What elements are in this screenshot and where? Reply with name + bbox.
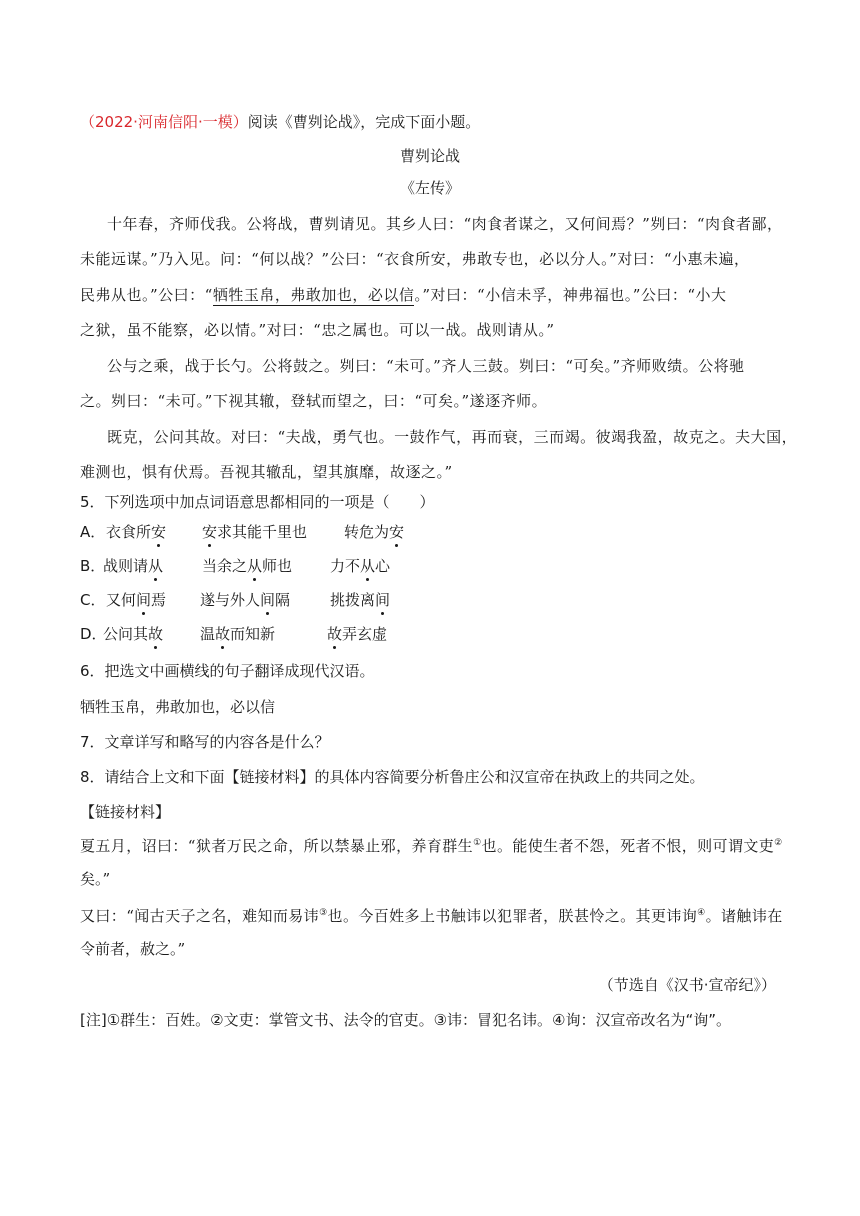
- link-material-line: 令前者，赦之。”: [80, 940, 186, 958]
- instruction: 阅读《曹刿论战》，完成下面小题。: [247, 113, 481, 131]
- link-material-line: 夏五月，诏曰：“狱者万民之命，所以禁暴止邪，养育群生①也。能使生者不怨，死者不恨，则可谓文吏②: [80, 837, 783, 855]
- passage-line: 未能远谋。”乃入见。问：“何以战？”公曰：“衣食所安，弗敢专也，必以分人。”对曰：“小惠未遍，: [80, 250, 750, 268]
- question-8: 8．请结合上文和下面【链接材料】的具体内容简要分析鲁庄公和汉宣帝在执政上的共同之处。: [80, 768, 705, 786]
- option-b-word-2: 当余之从师也: [202, 557, 293, 575]
- link-material-source: （节选自《汉书·宣帝纪》）: [598, 976, 776, 994]
- passage-line: 既克，公问其故。对曰：“夫战，勇气也。一鼓作气，再而衰，三而竭。彼竭我盈，故克之。夫大国，: [107, 428, 798, 446]
- question-7: 7．文章详写和略写的内容各是什么？: [80, 733, 330, 751]
- option-d-word-3: 故弄玄虚: [327, 625, 388, 643]
- footnote-mark: ①: [473, 838, 482, 848]
- option-a-label: A．: [80, 523, 106, 541]
- passage-line: 民弗从也。”公曰：“牺牲玉帛，弗敢加也，必以信。”对曰：“小信未孚，神弗福也。”公曰：“小大: [80, 286, 727, 304]
- question-5: 5．下列选项中加点词语意思都相同的一项是（ ）: [80, 493, 435, 511]
- passage-line: 十年春，齐师伐我。公将战，曹刿请见。其乡人曰：“肉食者谋之，又何间焉？”刿曰：“肉食者鄙，: [107, 215, 783, 233]
- passage-line: 之。刿曰：“未可。”下视其辙，登轼而望之，曰：“可矣。”遂逐齐师。: [80, 392, 548, 410]
- link-material-line: 矣。”: [80, 870, 111, 888]
- passage-title: 曹刿论战: [399, 147, 460, 165]
- link-material-heading: 【链接材料】: [80, 803, 171, 821]
- footnote-mark: ②: [774, 838, 783, 848]
- option-c-word-2: 遂与外人间隔: [200, 591, 291, 609]
- option-a-word-3: 转危为安: [344, 523, 405, 541]
- option-a-word-2: 安求其能千里也: [202, 523, 308, 541]
- option-c-word-3: 挑拨离间: [330, 591, 391, 609]
- underlined-sentence: 牺牲玉帛，弗敢加也，必以信: [212, 286, 415, 304]
- link-material-line: 又曰：“闻古天子之名，难知而易讳③也。今百姓多上书触讳以犯罪者，朕甚怜之。其更讳询④。诸触讳在: [80, 907, 783, 925]
- option-a-word-1: 衣食所安: [106, 523, 167, 541]
- footnotes: [注]①群生：百姓。②文吏：掌管文书、法令的官吏。③讳：冒犯名讳。④询：汉宣帝改名为“询”。: [80, 1011, 732, 1029]
- passage-author: 《左传》: [399, 179, 460, 197]
- footnote-mark: ④: [697, 908, 706, 918]
- option-c-word-1: 又何间焉: [106, 591, 167, 609]
- option-b-word-3: 力不从心: [330, 557, 391, 575]
- option-b-label: B．: [80, 557, 106, 575]
- exam-source: （2022·河南信阳·一模）: [80, 113, 248, 131]
- option-b-word-1: 战则请从: [103, 557, 164, 575]
- passage-line: 难测也，惧有伏焉。吾视其辙乱，望其旗靡，故逐之。”: [80, 463, 453, 481]
- question-6-sentence: 牺牲玉帛，弗敢加也，必以信: [80, 698, 276, 716]
- question-intro: [80, 112, 480, 132]
- option-d-label: D．: [80, 625, 107, 643]
- passage-line: 公与之乘，战于长勺。公将鼓之。刿曰：“未可。”齐人三鼓。刿曰：“可矣。”齐师败绩。公将驰: [107, 357, 745, 375]
- passage-line: 之狱，虽不能察，必以情。”对曰：“忠之属也。可以一战。战则请从。”: [80, 321, 555, 339]
- option-c-label: C．: [80, 591, 106, 609]
- option-d-word-2: 温故而知新: [200, 625, 276, 643]
- footnote-mark: ③: [319, 908, 328, 918]
- question-6: 6．把选文中画横线的句子翻译成现代汉语。: [80, 662, 375, 680]
- option-d-word-1: 公问其故: [103, 625, 164, 643]
